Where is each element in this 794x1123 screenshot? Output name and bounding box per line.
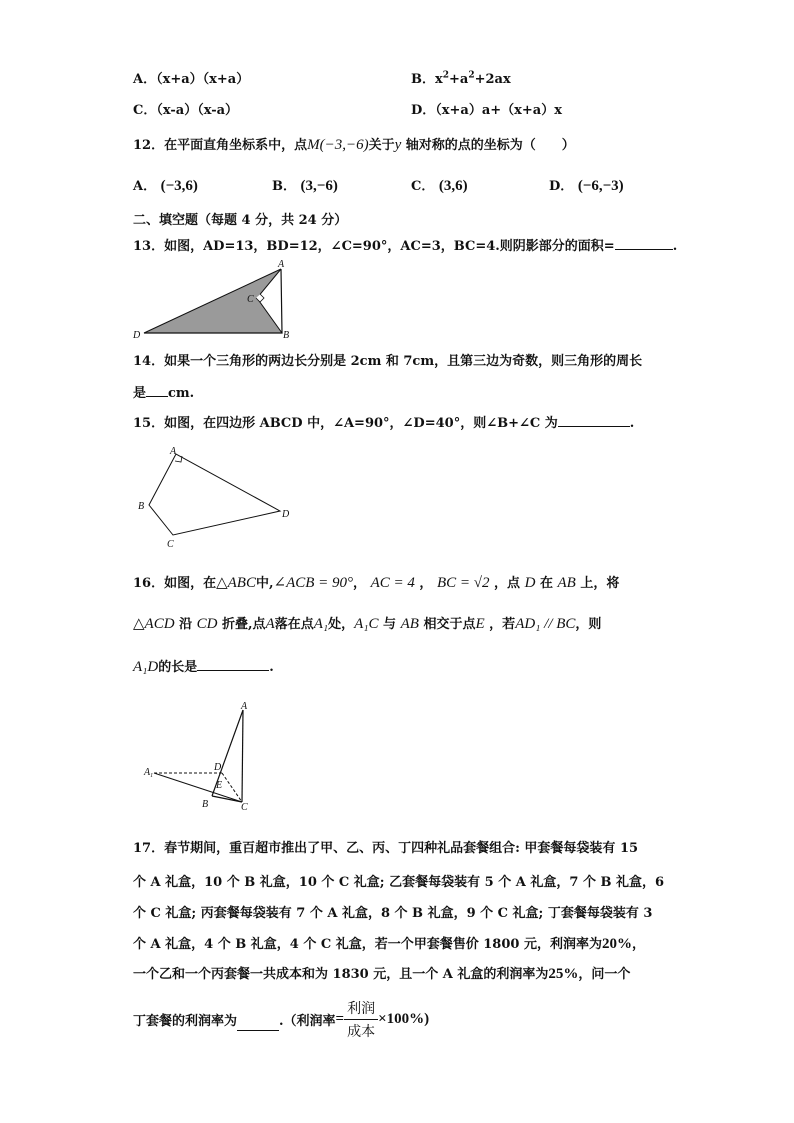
q17-l6-text: 丁套餐的利润率为 (133, 1014, 238, 1029)
q16-l2-f: 相交于点 (423, 617, 476, 632)
q16-label-b: B (202, 799, 209, 810)
q17-line4 (133, 933, 645, 953)
q13-label-a: A (278, 259, 285, 270)
q15-label-a: A (170, 446, 177, 457)
section-heading: 二、填空题（每题 4 分，共 24 分） (133, 213, 348, 228)
q16-line1 (133, 572, 619, 592)
q17-l4-text: 个 A 礼盒，4 个 B 礼盒，4 个 C 礼盒，若一个甲套餐售价 1800 元，利润率为 (133, 937, 602, 952)
q12-option-b (272, 175, 338, 195)
q12-point: M(−3,−6) (307, 137, 369, 153)
q16-point-a: A (265, 616, 275, 632)
q12-a-label: A． (133, 179, 157, 194)
q13-text: 13．如图，AD=13，BD=12，∠C=90°，AC=3，BC=4.则阴影部分的面积= (133, 239, 615, 254)
q17-pct-25: 25% (548, 966, 579, 982)
q16-segment-ac (242, 710, 243, 802)
q16-angle: ∠ACB = 90° (273, 575, 354, 591)
q15-answer-blank[interactable] (558, 414, 630, 427)
q11-b-mid: +a (449, 72, 469, 87)
q12-suffix: 轴对称的点的坐标为（ ） (401, 138, 575, 153)
q16-l1-a: 16．如图，在 (133, 576, 217, 591)
q16-l2-g: ，若 (489, 617, 516, 632)
q14-line2 (133, 382, 194, 401)
q17-l5-end: ，问一个 (578, 967, 631, 982)
q12-option-d (549, 175, 624, 195)
q15-quadrilateral (149, 454, 280, 535)
q17-answer-blank[interactable] (237, 1018, 279, 1031)
q16-label-a: A (241, 701, 248, 712)
q16-l1-b: 中, (255, 576, 274, 591)
q16-label-a1 (143, 767, 153, 779)
q16-l2-d: 处， (328, 617, 355, 632)
q12-c-value: (3,6) (438, 178, 468, 194)
q16-l1-d: ， (419, 576, 433, 591)
q16-label-c: C (241, 802, 248, 812)
q16-label-a1-sub: 1 (150, 773, 154, 779)
q12-question (133, 134, 575, 154)
q13-label-b: B (283, 330, 290, 340)
q11-option-b: B．$x^2+a^2+2ax$ (411, 70, 511, 87)
q17-line1: 17．春节期间，重百超市推出了甲、乙、丙、丁四种礼品套餐组合: 甲套餐每袋装有 15 (133, 841, 639, 856)
q17-line2: 个 A 礼盒，10 个 B 礼盒，10 个 C 礼盒; 乙套餐每袋装有 5 个 A 礼盒，7 个 B 礼盒，6 (133, 875, 665, 890)
q14-line1: 14．如果一个三角形的两边长分别是 2cm 和 7cm，且第三边为奇数，则三角形的周长 (133, 354, 643, 369)
q17-pct-20: 20% (601, 936, 632, 952)
q16-l2-h: ，则 (575, 617, 602, 632)
q12-axis: y (394, 137, 402, 153)
q16-l1-e: ，点 (494, 576, 521, 591)
q17-fraction-numerator: 利润 (344, 998, 378, 1020)
q13-answer-blank[interactable] (615, 237, 673, 250)
q16-answer-blank[interactable] (197, 658, 269, 671)
q12-c-label: C． (411, 179, 435, 194)
q15-end: . (629, 416, 635, 431)
q16-end: . (269, 660, 274, 675)
q16-point-d: D (524, 575, 536, 591)
q16-l2-e: 与 (383, 617, 397, 632)
q12-mid: 关于 (368, 138, 395, 153)
q16-segment-a1c (154, 773, 242, 802)
q12-b-value: (3,−6) (300, 178, 338, 194)
q17-line5 (133, 963, 630, 983)
q16-line2 (133, 613, 601, 633)
q16-a1d: A₁D (133, 659, 159, 675)
q16-l2-a: 沿 (179, 617, 193, 632)
q16-label-e: E (216, 780, 223, 791)
q17-l4-end: ， (631, 937, 645, 952)
q16-a1c: A₁C (354, 616, 379, 632)
q16-l2-c: 落在点 (274, 617, 314, 632)
q16-l2-b: 折叠,点 (222, 617, 266, 632)
q17-l6-end: ×100%) (378, 1011, 430, 1027)
q14-answer-blank[interactable] (146, 384, 168, 397)
q14-suffix: cm. (168, 386, 195, 401)
q13-end: . (672, 239, 678, 254)
q11-option-d: D．（x+a）a+（x+a）x (411, 103, 562, 118)
q17-line3: 个 C 礼盒; 丙套餐每袋装有 7 个 A 礼盒，8 个 B 礼盒，9 个 C 礼盒; 丁套餐每袋装有 3 (133, 906, 653, 921)
q16-l1-c: ， (353, 576, 367, 591)
q14-prefix: 是 (133, 386, 147, 401)
q11-b-suffix: +2ax (474, 72, 511, 87)
q16-parallel: AD₁ // BC (515, 616, 576, 632)
q15-label-d: D (282, 509, 290, 520)
q17-fraction (344, 998, 378, 1041)
q16-figure (140, 700, 260, 812)
q16-l1-f: 在 (539, 576, 553, 591)
q16-ab-2: AB (400, 616, 419, 632)
q16-l3-a: 的长是 (158, 660, 198, 675)
q16-label-a1-main: A (144, 767, 151, 778)
q11-option-c: C．（x-a）（x-a） (133, 103, 239, 118)
q16-point-a1: A₁ (313, 616, 329, 632)
q12-a-value: (−3,6) (160, 178, 198, 194)
q16-ac: AC = 4 (370, 575, 415, 591)
q15-figure (134, 443, 304, 553)
q16-point-e: E (475, 616, 485, 632)
q17-fraction-denominator: 成本 (347, 1024, 376, 1040)
q16-tri-abc: △ABC (216, 575, 256, 591)
q13-label-d: D (133, 330, 141, 340)
q13-figure (130, 258, 290, 340)
q15-question (133, 412, 634, 431)
q12-d-label: D． (549, 179, 574, 194)
q13-segment-ab (281, 269, 282, 333)
q12-b-label: B． (272, 179, 296, 194)
q16-bc: BC = √2 (436, 575, 490, 591)
q16-dashed-dc (222, 773, 242, 802)
q16-ab: AB (557, 575, 576, 591)
q12-option-a (133, 175, 198, 195)
q13-label-c: C (247, 294, 254, 305)
q16-label-d: D (214, 762, 222, 773)
q13-question (133, 235, 677, 254)
q12-option-c (411, 175, 468, 195)
q12-prefix: 12．在平面直角坐标系中，点 (133, 138, 308, 153)
q16-l1-g: 上，将 (580, 576, 620, 591)
q11-option-a: A．（x+a）（x+a） (133, 72, 250, 87)
q17-equals: = (335, 1011, 345, 1027)
q16-cd: CD (196, 616, 218, 632)
q17-l5-text: 一个乙和一个丙套餐一共成本和为 1830 元，且一个 A 礼盒的利润率为 (133, 967, 549, 982)
q17-l6-paren: .（利润率 (279, 1014, 336, 1029)
q15-label-b: B (138, 501, 145, 512)
q11-b-prefix: B．x (411, 72, 443, 87)
q17-line6 (133, 998, 429, 1041)
q16-tri-acd: △ACD (133, 616, 175, 632)
q12-d-value: (−6,−3) (577, 178, 624, 194)
q15-text: 15．如图，在四边形 ABCD 中，∠A=90°，∠D=40°，则∠B+∠C 为 (133, 416, 558, 431)
q15-label-c: C (167, 539, 174, 550)
q16-line3 (133, 656, 274, 676)
